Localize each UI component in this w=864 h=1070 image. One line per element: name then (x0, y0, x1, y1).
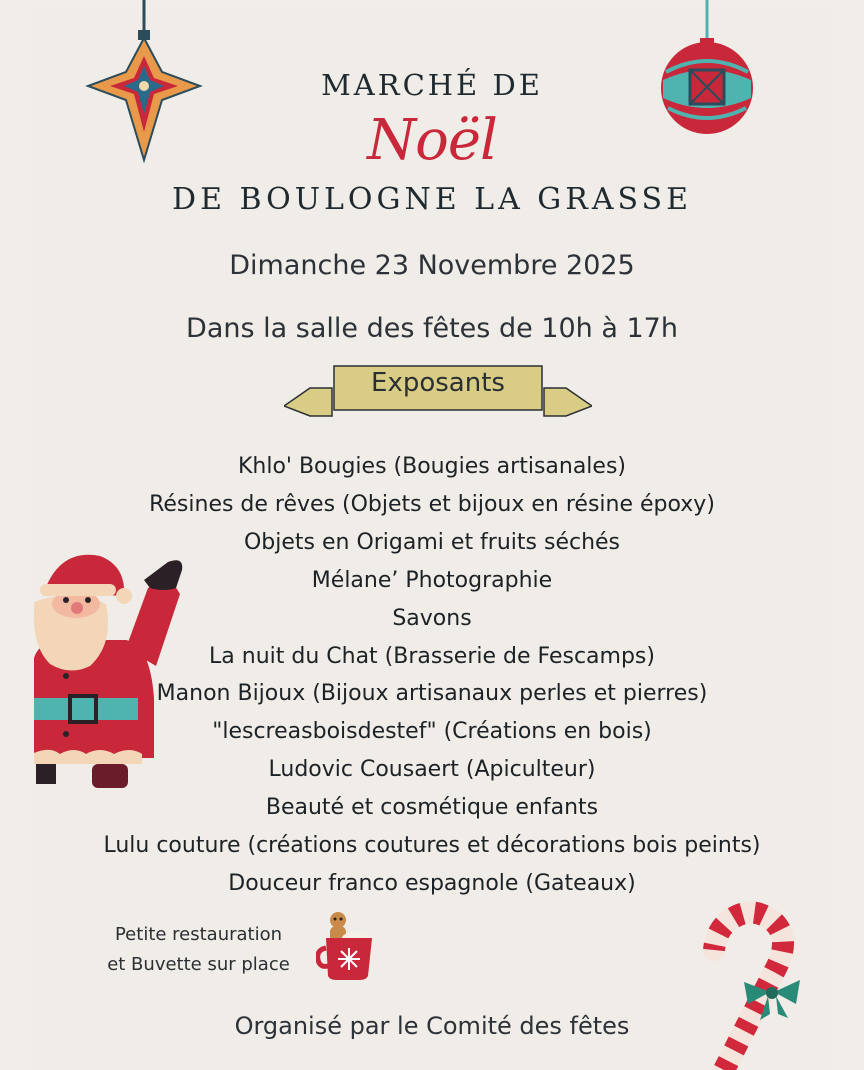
list-item: Beauté et cosmétique enfants (265, 795, 599, 821)
title-marche-de: MARCHÉ DE (321, 68, 543, 102)
list-item: Mélane’ Photographie (311, 567, 553, 593)
list-item: Objets en Origami et fruits séchés (243, 529, 621, 555)
list-item: Lulu couture (créations coutures et décorations bois peints) (103, 833, 761, 859)
list-item: Khlo' Bougies (Bougies artisanales) (237, 454, 627, 479)
list-item: Savons (392, 605, 472, 631)
restauration-note (96, 920, 301, 980)
title-town: DE BOULOGNE LA GRASSE (172, 182, 692, 217)
list-item: Douceur franco espagnole (Gateaux) (228, 870, 636, 896)
title-noel: Noël (367, 108, 497, 173)
mug-icon (316, 910, 380, 982)
list-item: Ludovic Cousaert (Apiculteur) (268, 757, 596, 783)
event-place: Dans la salle des fêtes de 10h à 17h (186, 313, 678, 344)
list-item: "lescreasboisdestef" (Créations en bois) (212, 719, 652, 745)
restauration-line1: Petite restauration (114, 924, 283, 945)
list-item: Résines de rêves (Objets et bijoux en résine époxy) (149, 491, 715, 517)
organiser-footer: Organisé par le Comité des fêtes (234, 1012, 630, 1040)
list-item: La nuit du Chat (Brasserie de Fescamps) (209, 643, 655, 669)
exposants-label: Exposants (371, 368, 505, 398)
list-item: Manon Bijoux (Bijoux artisanaux perles et pierres) (156, 681, 708, 707)
restauration-line2: et Buvette sur place (107, 954, 290, 975)
candy-cane-icon (700, 900, 816, 1070)
santa-icon (30, 548, 190, 794)
event-date: Dimanche 23 Novembre 2025 (229, 250, 635, 281)
